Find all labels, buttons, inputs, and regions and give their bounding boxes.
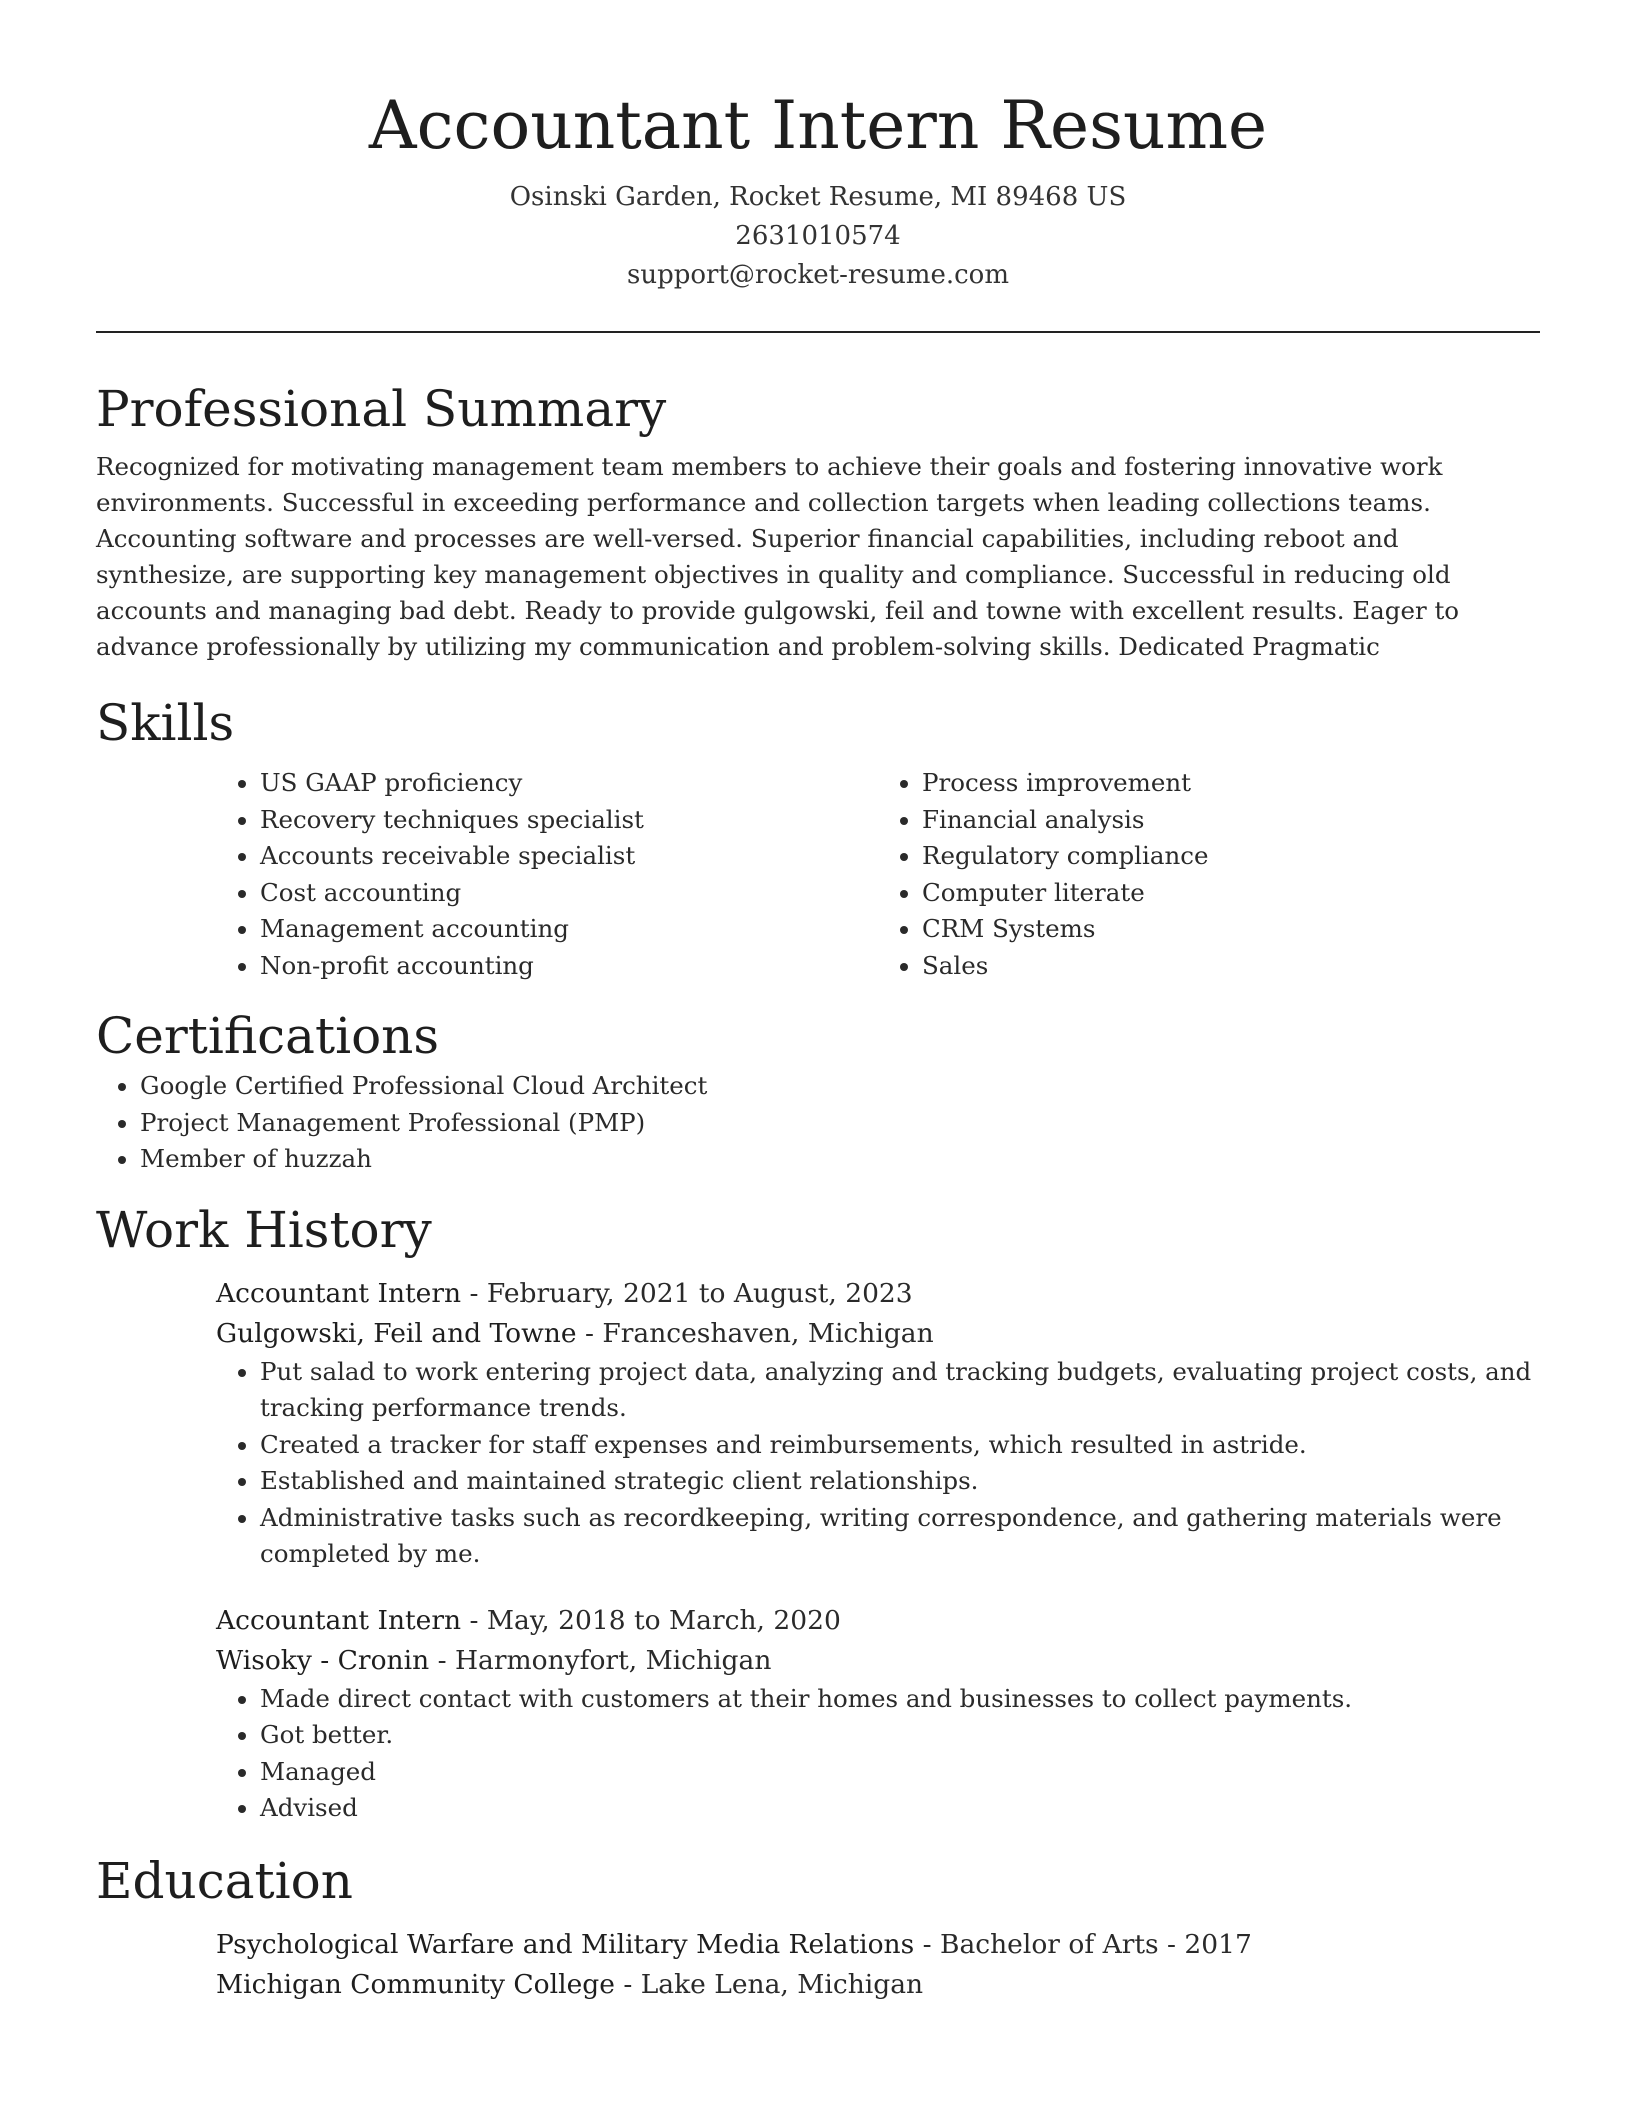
job-dates: - February, 2021 to August, 2023	[461, 1277, 913, 1309]
list-item: • Financial analysis	[922, 802, 1540, 839]
education-field: Psychological Warfare and Military Media Relations	[216, 1928, 915, 1960]
list-item: • Got better.	[260, 1717, 1540, 1754]
certifications-heading: Certifications	[96, 1007, 440, 1065]
address: Osinski Garden, Rocket Resume, MI 89468 US	[509, 182, 1127, 212]
certifications-list	[96, 1068, 1540, 1178]
list-item: • Management accounting	[260, 911, 878, 948]
list-item: • Administrative tasks such as recordkeeping, writing correspondence, and gathering materials were completed by me.	[260, 1500, 1540, 1573]
job-bullets	[216, 1354, 1540, 1573]
list-item: • Advised	[260, 1790, 1540, 1827]
list-item: • Cost accounting	[260, 875, 878, 912]
list-item: • Non-profit accounting	[260, 948, 878, 985]
header-divider	[96, 331, 1540, 333]
list-item: • Member of huzzah	[140, 1141, 1540, 1178]
resume-title: Accountant Intern Resume	[368, 87, 1268, 164]
contact-block	[96, 178, 1540, 295]
list-item: • Put salad to work entering project data, analyzing and tracking budgets, evaluating project costs, and tracking performance trends.	[260, 1354, 1540, 1427]
job-location: - Franceshaven, Michigan	[576, 1317, 934, 1349]
section-work-history	[96, 1198, 1540, 1827]
job-location: - Harmonyfort, Michigan	[429, 1644, 772, 1676]
education-location: - Lake Lena, Michigan	[614, 1968, 924, 2000]
skills-grid	[216, 765, 1540, 984]
job-bullets	[216, 1681, 1540, 1827]
education-heading: Education	[96, 1851, 353, 1910]
list-item: • Managed	[260, 1754, 1540, 1791]
email: support@rocket-resume.com	[626, 260, 1009, 290]
education-degree-line	[216, 1925, 1540, 1965]
list-item: • Regulatory compliance	[922, 838, 1540, 875]
section-summary	[96, 377, 1540, 665]
list-item: • Created a tracker for staff expenses and reimbursements, which resulted in astride.	[260, 1427, 1540, 1464]
list-item: • Made direct contact with customers at their homes and businesses to collect payments.	[260, 1681, 1540, 1718]
job-role: Accountant Intern	[216, 1277, 462, 1309]
section-skills	[96, 691, 1540, 984]
job-dates: - May, 2018 to March, 2020	[461, 1604, 841, 1636]
job-role-line	[216, 1274, 1540, 1314]
list-item: • Google Certified Professional Cloud Architect	[140, 1068, 1540, 1105]
skills-heading: Skills	[96, 694, 235, 752]
resume-header	[96, 0, 1540, 295]
education-school: Michigan Community College	[216, 1968, 615, 2000]
list-item: • Sales	[922, 948, 1540, 985]
list-item: • Established and maintained strategic client relationships.	[260, 1463, 1540, 1500]
summary-text: Recognized for motivating management team members to achieve their goals and fostering innovative work environments. Successful in exceeding performance and collection targets when leading collections teams. Accounting software and processes are well-versed. Superior financial capabilities, including reboot and synthesize, are supporting key management objectives in quality and compliance. Successful in reducing old accounts and managing bad debt. Ready to provide gulgowski, feil and towne with excellent results. Eager to advance professionally by utilizing my communication and problem-solving skills. Dedicated Pragmatic	[96, 452, 1460, 661]
education-degree: - Bachelor of Arts - 2017	[914, 1928, 1252, 1960]
education-school-line	[216, 1965, 1540, 2005]
list-item: • Computer literate	[922, 875, 1540, 912]
list-item: • Process improvement	[922, 765, 1540, 802]
job-company: Gulgowski, Feil and Towne	[216, 1317, 577, 1349]
resume-page	[96, 0, 1540, 2005]
job-company-line	[216, 1641, 1540, 1681]
section-education	[96, 1849, 1540, 2005]
job-role: Accountant Intern	[216, 1604, 462, 1636]
work-history-heading: Work History	[96, 1200, 432, 1259]
section-certifications	[96, 1004, 1540, 1178]
list-item: • Recovery techniques specialist	[260, 802, 878, 839]
job-role-line	[216, 1601, 1540, 1641]
list-item: • Project Management Professional (PMP)	[140, 1105, 1540, 1142]
skills-left-list	[216, 765, 878, 984]
job-company: Wisoky - Cronin	[216, 1644, 430, 1676]
list-item: • Accounts receivable specialist	[260, 838, 878, 875]
list-item: • CRM Systems	[922, 911, 1540, 948]
job-entry	[216, 1601, 1540, 1827]
education-entry	[216, 1925, 1540, 2005]
skills-right-list	[878, 765, 1540, 984]
job-entry	[216, 1274, 1540, 1573]
summary-heading: Professional Summary	[96, 380, 667, 438]
list-item: • US GAAP proficiency	[260, 765, 878, 802]
phone: 2631010574	[735, 221, 901, 251]
job-company-line	[216, 1314, 1540, 1354]
